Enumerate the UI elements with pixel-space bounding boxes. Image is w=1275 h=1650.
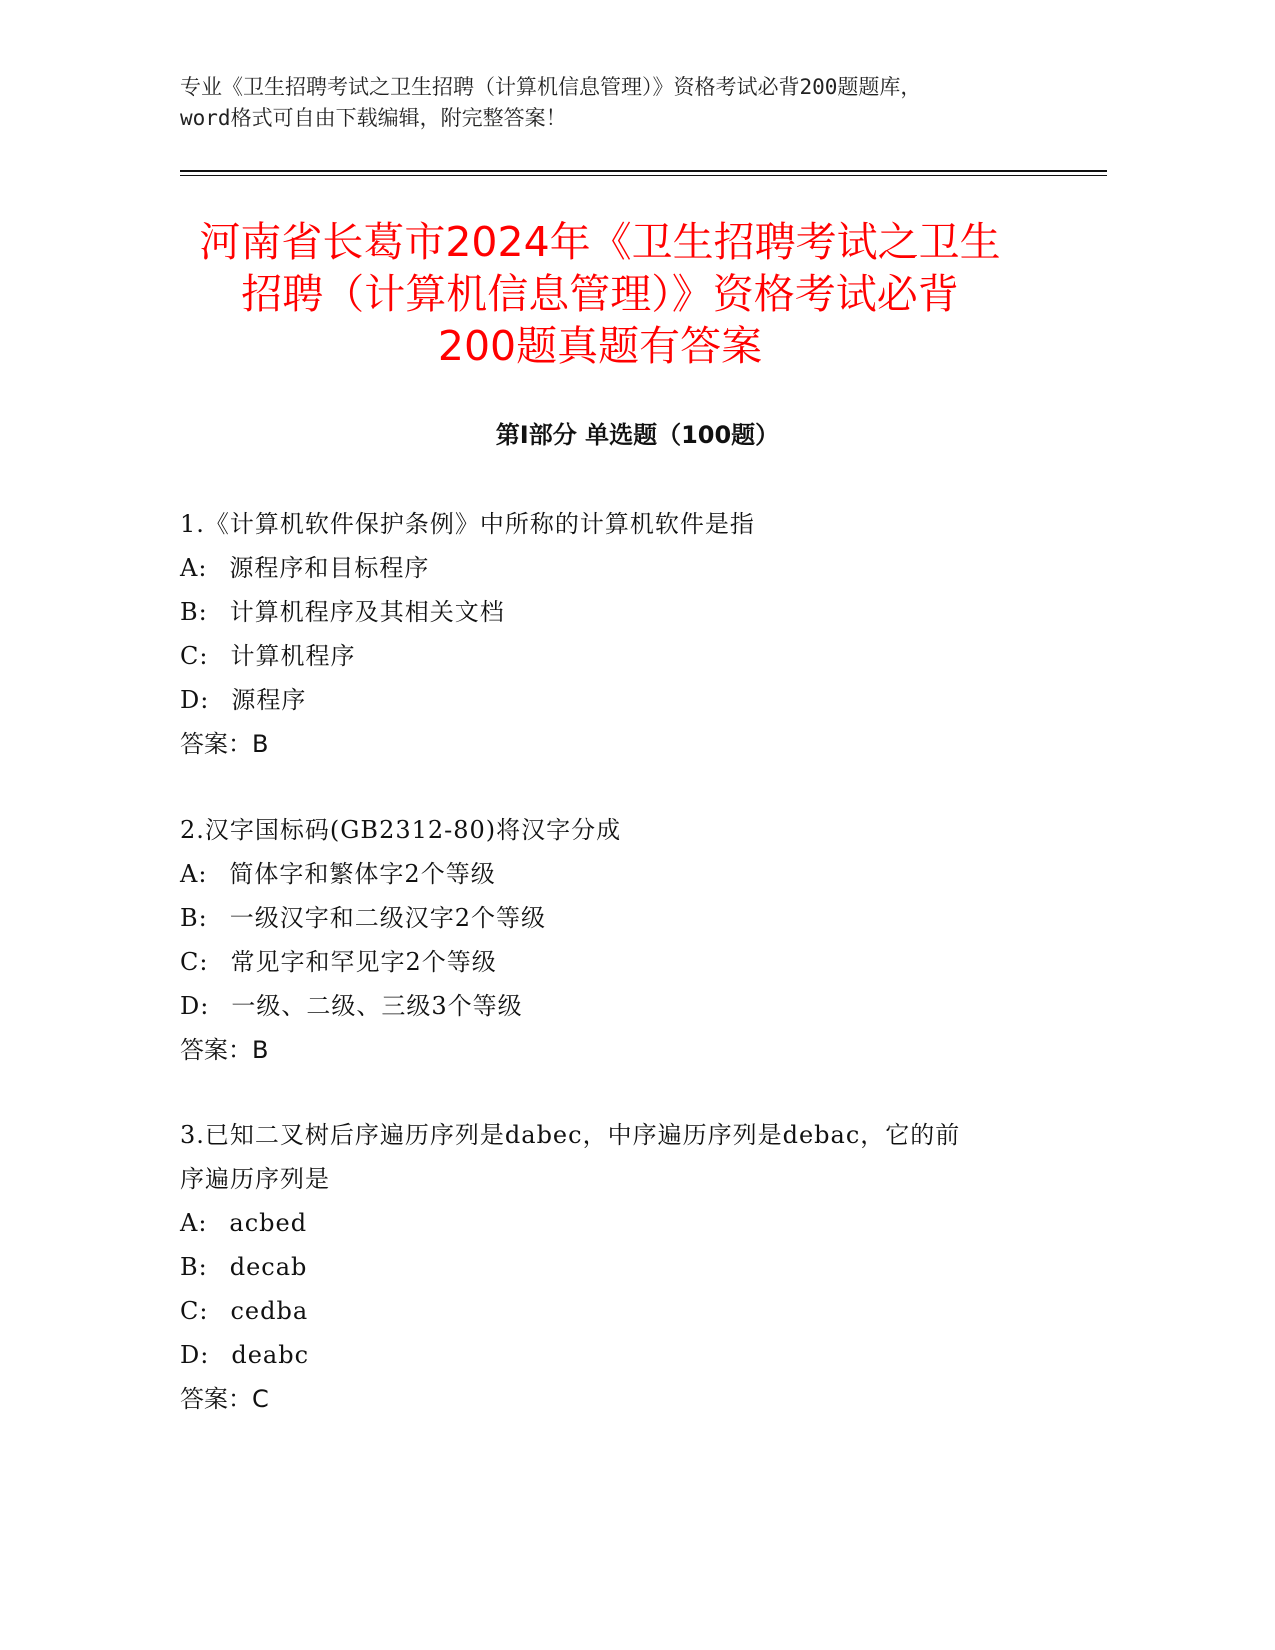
question-item xyxy=(180,502,1060,766)
header-note-line-2: word格式可自由下载编辑，附完整答案！ xyxy=(180,106,567,130)
answer-value: B xyxy=(252,1036,269,1064)
option-letter: B: xyxy=(180,904,208,932)
option-a xyxy=(180,546,1060,590)
answer-label: 答案： xyxy=(180,1036,252,1064)
answer-value: B xyxy=(252,730,269,758)
option-letter: D: xyxy=(180,1341,210,1369)
question-stem: 1.《计算机软件保护条例》中所称的计算机软件是指 xyxy=(180,510,755,538)
option-letter: C: xyxy=(180,1297,209,1325)
question-item xyxy=(180,808,1060,1072)
option-letter: A: xyxy=(180,1209,208,1237)
document-title-line-2: 招聘（计算机信息管理）》资格考试必背 xyxy=(241,270,959,318)
option-a xyxy=(180,852,1060,896)
option-text: decab xyxy=(229,1253,308,1281)
answer-value: C xyxy=(252,1385,269,1413)
answer-label: 答案： xyxy=(180,730,252,758)
document-title xyxy=(150,216,1050,372)
document-title-line-1: 河南省长葛市2024年《卫生招聘考试之卫生 xyxy=(199,218,1001,266)
option-c xyxy=(180,634,1060,678)
header-divider-thin xyxy=(180,175,1107,176)
question-stem: 2.汉字国标码(GB2312-80)将汉字分成 xyxy=(180,816,622,844)
option-text: 计算机程序 xyxy=(230,642,356,670)
option-text: 源程序和目标程序 xyxy=(229,554,430,582)
question-stem-continued: 序遍历序列是 xyxy=(180,1165,330,1193)
option-c xyxy=(180,940,1060,984)
option-letter: A: xyxy=(180,554,208,582)
option-letter: B: xyxy=(180,1253,208,1281)
option-letter: C: xyxy=(180,642,209,670)
option-text: deabc xyxy=(231,1341,310,1369)
option-b xyxy=(180,1245,1060,1289)
header-note xyxy=(180,72,1110,134)
header-note-line-1: 专业《卫生招聘考试之卫生招聘（计算机信息管理）》资格考试必背200题题库， xyxy=(180,75,922,99)
option-text: 常见字和罕见字2个等级 xyxy=(230,948,497,976)
option-letter: D: xyxy=(180,686,210,714)
option-text: 一级汉字和二级汉字2个等级 xyxy=(229,904,547,932)
option-text: 源程序 xyxy=(231,686,307,714)
option-letter: A: xyxy=(180,860,208,888)
option-text: acbed xyxy=(229,1209,308,1237)
option-letter: D: xyxy=(180,992,210,1020)
header-divider-thick xyxy=(180,170,1107,172)
answer-line xyxy=(180,722,1060,766)
question-item xyxy=(180,1113,1060,1421)
option-d xyxy=(180,984,1060,1028)
option-d xyxy=(180,1333,1060,1377)
option-text: cedba xyxy=(230,1297,309,1325)
option-text: 简体字和繁体字2个等级 xyxy=(229,860,496,888)
option-c xyxy=(180,1289,1060,1333)
answer-line xyxy=(180,1028,1060,1072)
option-text: 一级、二级、三级3个等级 xyxy=(231,992,523,1020)
section-title: 第Ⅰ部分 单选题（100题） xyxy=(495,421,780,449)
option-text: 计算机程序及其相关文档 xyxy=(229,598,505,626)
option-b xyxy=(180,590,1060,634)
answer-line xyxy=(180,1377,1060,1421)
option-a xyxy=(180,1201,1060,1245)
option-letter: B: xyxy=(180,598,208,626)
document-title-line-3: 200题真题有答案 xyxy=(437,322,763,370)
option-d xyxy=(180,678,1060,722)
option-b xyxy=(180,896,1060,940)
answer-label: 答案： xyxy=(180,1385,252,1413)
question-stem: 3.已知二叉树后序遍历序列是dabec，中序遍历序列是debac，它的前 xyxy=(180,1121,961,1149)
option-letter: C: xyxy=(180,948,209,976)
